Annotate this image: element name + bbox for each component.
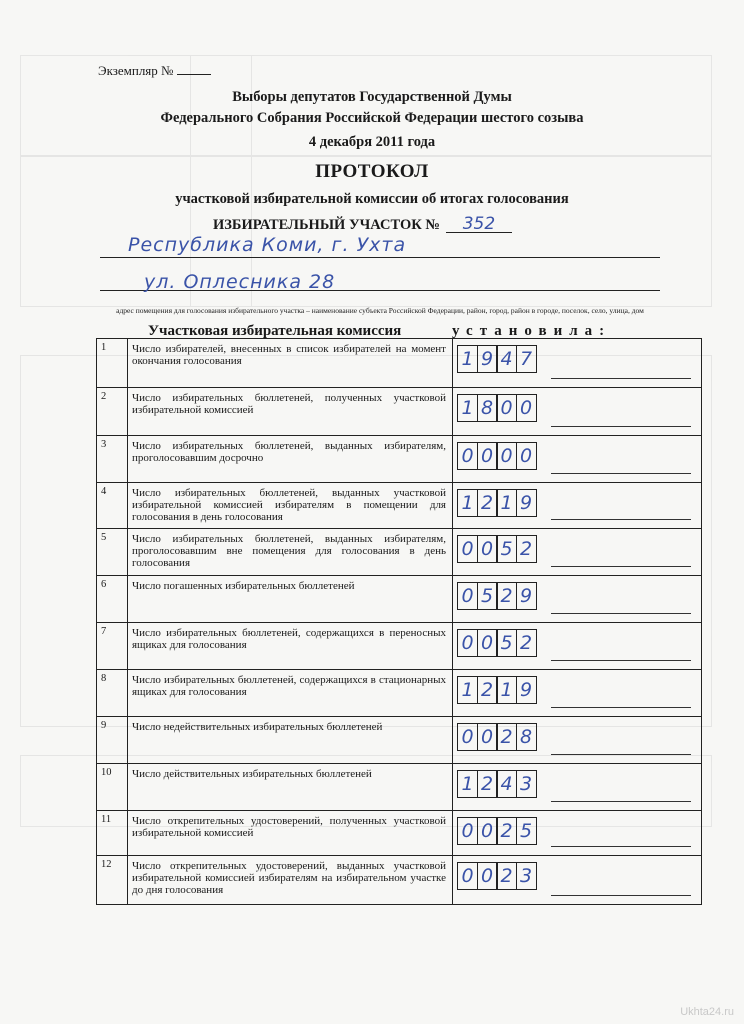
words-line [551,566,691,567]
row-label: Число избирательных бюллетеней, содержащихся в переносных ящиках для голосования [128,623,453,670]
row-label: Число избирательных бюллетеней, содержащихся в стационарных ящиках для голосования [128,670,453,717]
table-row [97,764,702,811]
row-label: Число избирательных бюллетеней, выданных избирателям, проголосовавшим вне помещения для голосования в день голосования [128,529,453,576]
precinct-number: 352 [446,216,512,233]
table-row [97,339,702,388]
digit-box: 1 [457,489,478,517]
digit-box: 2 [477,770,498,798]
address-line-2 [100,270,660,291]
row-value [453,717,702,764]
established-heading: установила: [452,323,612,339]
digit-box: 0 [477,442,498,470]
row-value [453,388,702,436]
row-number: 1 [97,339,128,388]
digit-box: 2 [496,817,517,845]
row-label: Число открепительных удостоверений, выданных участковой избирательной комиссией избирателям на избирательном участке до дня голосования [128,856,453,905]
table-row [97,811,702,856]
table-row [97,623,702,670]
row-number: 3 [97,436,128,483]
digit-box: 1 [457,770,478,798]
digit-box: 0 [457,862,478,890]
watermark: Ukhta24.ru [680,1006,734,1018]
digit-box: 0 [477,817,498,845]
election-date: 4 декабря 2011 года [308,134,436,150]
row-number: 6 [97,576,128,623]
row-number: 10 [97,764,128,811]
digit-box: 3 [516,862,537,890]
row-label: Число избирателей, внесенных в список избирателей на момент окончания голосования [128,339,453,388]
row-label: Число действительных избирательных бюллетеней [128,764,453,811]
digit-boxes [457,629,535,657]
digit-box: 0 [457,582,478,610]
table-row [97,717,702,764]
table-row [97,856,702,905]
election-title-line2: Федерального Собрания Российской Федерации шестого созыва [160,110,584,126]
words-line [551,613,691,614]
document-title: ПРОТОКОЛ [315,161,429,182]
digit-box: 5 [496,535,517,563]
digit-box: 0 [457,817,478,845]
table-row [97,388,702,436]
digit-box: 9 [516,676,537,704]
digit-boxes [457,817,535,845]
digit-box: 0 [496,394,517,422]
digit-box: 0 [457,629,478,657]
digit-box: 5 [516,817,537,845]
address-handwritten-2: ул. Оплесника 28 [144,271,336,293]
digit-box: 2 [516,629,537,657]
digit-box: 2 [477,489,498,517]
digit-box: 0 [477,535,498,563]
digit-boxes [457,770,535,798]
row-label: Число погашенных избирательных бюллетеней [128,576,453,623]
digit-box: 0 [516,394,537,422]
row-value [453,339,702,388]
row-number: 8 [97,670,128,717]
row-label: Число недействительных избирательных бюллетеней [128,717,453,764]
row-number: 2 [97,388,128,436]
row-label: Число избирательных бюллетеней, полученных участковой избирательной комиссией [128,388,453,436]
digit-box: 8 [477,394,498,422]
digit-box: 2 [496,862,517,890]
address-handwritten-1: Республика Коми, г. Ухта [128,234,407,256]
table-row [97,576,702,623]
words-line [551,707,691,708]
row-value [453,670,702,717]
row-value [453,576,702,623]
digit-box: 0 [457,535,478,563]
row-label: Число избирательных бюллетеней, выданных участковой избирательной комиссией избирателям в помещении для голосования в день голосования [128,483,453,529]
digit-box: 0 [477,723,498,751]
table-row [97,436,702,483]
row-value [453,436,702,483]
row-value [453,623,702,670]
digit-box: 9 [516,582,537,610]
row-value [453,811,702,856]
words-line [551,801,691,802]
digit-box: 1 [496,489,517,517]
row-number: 11 [97,811,128,856]
commission-heading: Участковая избирательная комиссия [148,323,402,339]
words-line [551,660,691,661]
results-table [96,338,702,905]
row-label: Число открепительных удостоверений, полученных участковой избирательной комиссией [128,811,453,856]
digit-box: 2 [496,582,517,610]
row-value [453,529,702,576]
copy-number-field [98,62,211,79]
row-number: 9 [97,717,128,764]
row-number: 12 [97,856,128,905]
digit-boxes [457,489,535,517]
digit-box: 0 [457,442,478,470]
address-line-1 [100,234,660,258]
digit-box: 1 [496,676,517,704]
digit-boxes [457,442,535,470]
words-line [551,378,691,379]
words-line [551,754,691,755]
copy-number-label: Экземпляр № [98,63,174,78]
digit-box: 5 [496,629,517,657]
table-row [97,670,702,717]
digit-box: 2 [496,723,517,751]
digit-box: 0 [457,723,478,751]
digit-box: 3 [516,770,537,798]
address-hint: адрес помещения для голосования избирательного участка – наименование субъекта Российской Федерации, район, город, район в городе, поселок, село, улица, дом [116,306,644,315]
digit-box: 0 [516,442,537,470]
words-line [551,473,691,474]
digit-box: 7 [516,345,537,373]
digit-box: 4 [496,770,517,798]
digit-box: 4 [496,345,517,373]
digit-box: 2 [516,535,537,563]
row-number: 7 [97,623,128,670]
digit-boxes [457,535,535,563]
election-title-line1: Выборы депутатов Государственной Думы [232,89,512,105]
digit-box: 8 [516,723,537,751]
words-line [551,846,691,847]
row-value [453,764,702,811]
row-number: 5 [97,529,128,576]
digit-box: 0 [496,442,517,470]
digit-box: 1 [457,676,478,704]
row-value [453,856,702,905]
words-line [551,426,691,427]
digit-box: 0 [477,862,498,890]
digit-boxes [457,862,535,890]
words-line [551,895,691,896]
precinct-label: ИЗБИРАТЕЛЬНЫЙ УЧАСТОК № [213,217,440,233]
table-row [97,483,702,529]
digit-boxes [457,394,535,422]
digit-boxes [457,345,535,373]
row-label: Число избирательных бюллетеней, выданных избирателям, проголосовавшим досрочно [128,436,453,483]
words-line [551,519,691,520]
digit-box: 9 [516,489,537,517]
row-value [453,483,702,529]
precinct-field [213,216,512,234]
digit-box: 1 [457,345,478,373]
document-subtitle: участковой избирательной комиссии об итогах голосования [175,191,569,207]
digit-box: 1 [457,394,478,422]
digit-boxes [457,723,535,751]
digit-box: 0 [477,629,498,657]
digit-boxes [457,582,535,610]
digit-boxes [457,676,535,704]
digit-box: 9 [477,345,498,373]
row-number: 4 [97,483,128,529]
copy-number-blank [177,62,211,75]
digit-box: 2 [477,676,498,704]
table-row [97,529,702,576]
digit-box: 5 [477,582,498,610]
